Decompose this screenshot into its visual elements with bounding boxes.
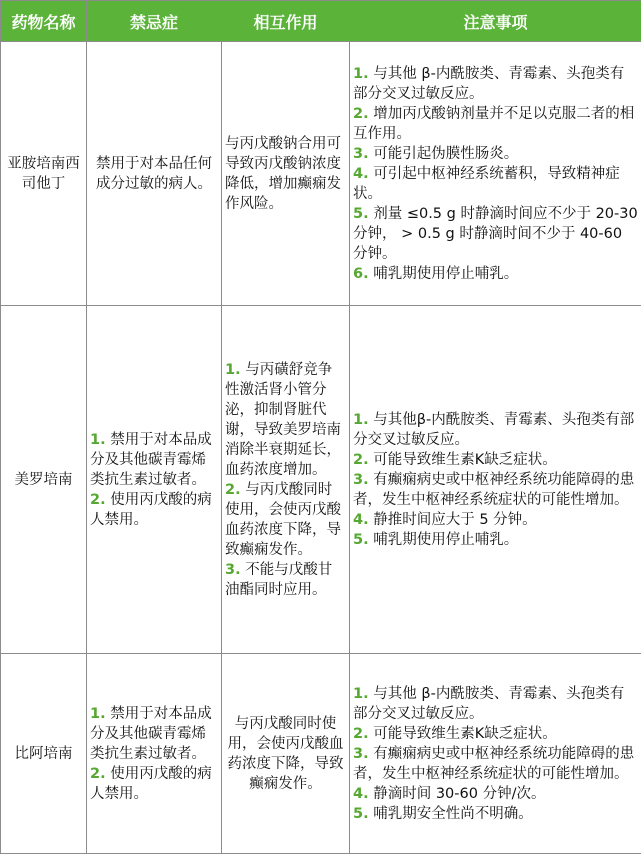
- contraindication-text: 禁用于对本品任何成分过敏的病人。: [87, 42, 222, 306]
- list-item: 5. 哺乳期使用停止哺乳。: [353, 531, 519, 548]
- contraindications-cell: [87, 654, 222, 854]
- header-interactions: 相互作用: [222, 1, 350, 42]
- precautions-cell: [350, 654, 641, 854]
- interactions-cell: [222, 306, 350, 654]
- precautions-cell: [350, 306, 641, 654]
- interaction-text: 与丙戊酸钠合用可导致丙戊酸钠浓度降低，增加癫痫发作风险。: [222, 42, 350, 306]
- list-item: 3. 不能与戊酸甘油酯同时应用。: [225, 561, 333, 598]
- drug-name: 比阿培南: [1, 654, 87, 854]
- header-contraindications: 禁忌症: [87, 1, 222, 42]
- list-item: 4. 可引起中枢神经系统蓄积，导致精神症状。: [353, 165, 620, 202]
- header-precautions: 注意事项: [350, 1, 641, 42]
- precautions-list: [353, 64, 638, 284]
- list-item: 5. 剂量 ≤0.5 g 时静滴时间应不少于 20-30 分钟， > 0.5 g 时静滴时间不少于 40-60 分钟。: [353, 205, 638, 262]
- precautions-list: [353, 684, 638, 824]
- drug-name: 亚胺培南西司他丁: [1, 42, 87, 306]
- list-item: 1. 禁用于对本品成分及其他碳青霉烯类抗生素过敏者。: [90, 705, 212, 762]
- list-item: 1. 与丙磺舒竞争性激活肾小管分泌，抑制肾脏代谢，导致美罗培南消除半衰期延长，血药浓度增加。: [225, 361, 341, 478]
- list-item: 3. 有癫痫病史或中枢神经系统功能障碍的患者，发生中枢神经系统症状的可能性增加。: [353, 471, 635, 508]
- list-item: 2. 可能导致维生素K缺乏症状。: [353, 725, 557, 742]
- list-item: 2. 增加丙戊酸钠剂量并不足以克服二者的相互作用。: [353, 105, 635, 142]
- drug-name: 美罗培南: [1, 306, 87, 654]
- precautions-cell: [350, 42, 641, 306]
- table-header-row: [1, 1, 641, 42]
- list-item: 4. 静滴时间 30-60 分钟/次。: [353, 785, 546, 802]
- list-item: 2. 可能导致维生素K缺乏症状。: [353, 451, 557, 468]
- list-item: 3. 有癫痫病史或中枢神经系统功能障碍的患者，发生中枢神经系统症状的可能性增加。: [353, 745, 635, 782]
- list-item: 1. 与其他β-内酰胺类、青霉素、头孢类有部分交叉过敏反应。: [353, 411, 635, 448]
- list-item: 6. 哺乳期使用停止哺乳。: [353, 265, 519, 282]
- contraindications-list: [90, 704, 218, 804]
- precautions-list: [353, 410, 638, 550]
- contraindications-list: [90, 430, 218, 530]
- list-item: 3. 可能引起伪膜性肠炎。: [353, 145, 519, 162]
- interaction-text: 与丙戊酸同时使用，会使丙戊酸血药浓度下降，导致癫痫发作。: [222, 654, 350, 854]
- table-row: [1, 654, 641, 854]
- list-item: 2. 使用丙戊酸的病人禁用。: [90, 491, 212, 528]
- list-item: 4. 静推时间应大于 5 分钟。: [353, 511, 537, 528]
- header-drug-name: 药物名称: [1, 1, 87, 42]
- list-item: 5. 哺乳期安全性尚不明确。: [353, 805, 533, 822]
- list-item: 1. 与其他 β-内酰胺类、青霉素、头孢类有部分交叉过敏反应。: [353, 65, 625, 102]
- list-item: 2. 与丙戊酸同时使用，会使丙戊酸血药浓度下降，导致癫痫发作。: [225, 481, 341, 558]
- interactions-list: [225, 360, 346, 600]
- contraindications-cell: [87, 306, 222, 654]
- table-row: [1, 42, 641, 306]
- list-item: 1. 与其他 β-内酰胺类、青霉素、头孢类有部分交叉过敏反应。: [353, 685, 625, 722]
- list-item: 1. 禁用于对本品成分及其他碳青霉烯类抗生素过敏者。: [90, 431, 212, 488]
- table-row: [1, 306, 641, 654]
- list-item: 2. 使用丙戊酸的病人禁用。: [90, 765, 212, 802]
